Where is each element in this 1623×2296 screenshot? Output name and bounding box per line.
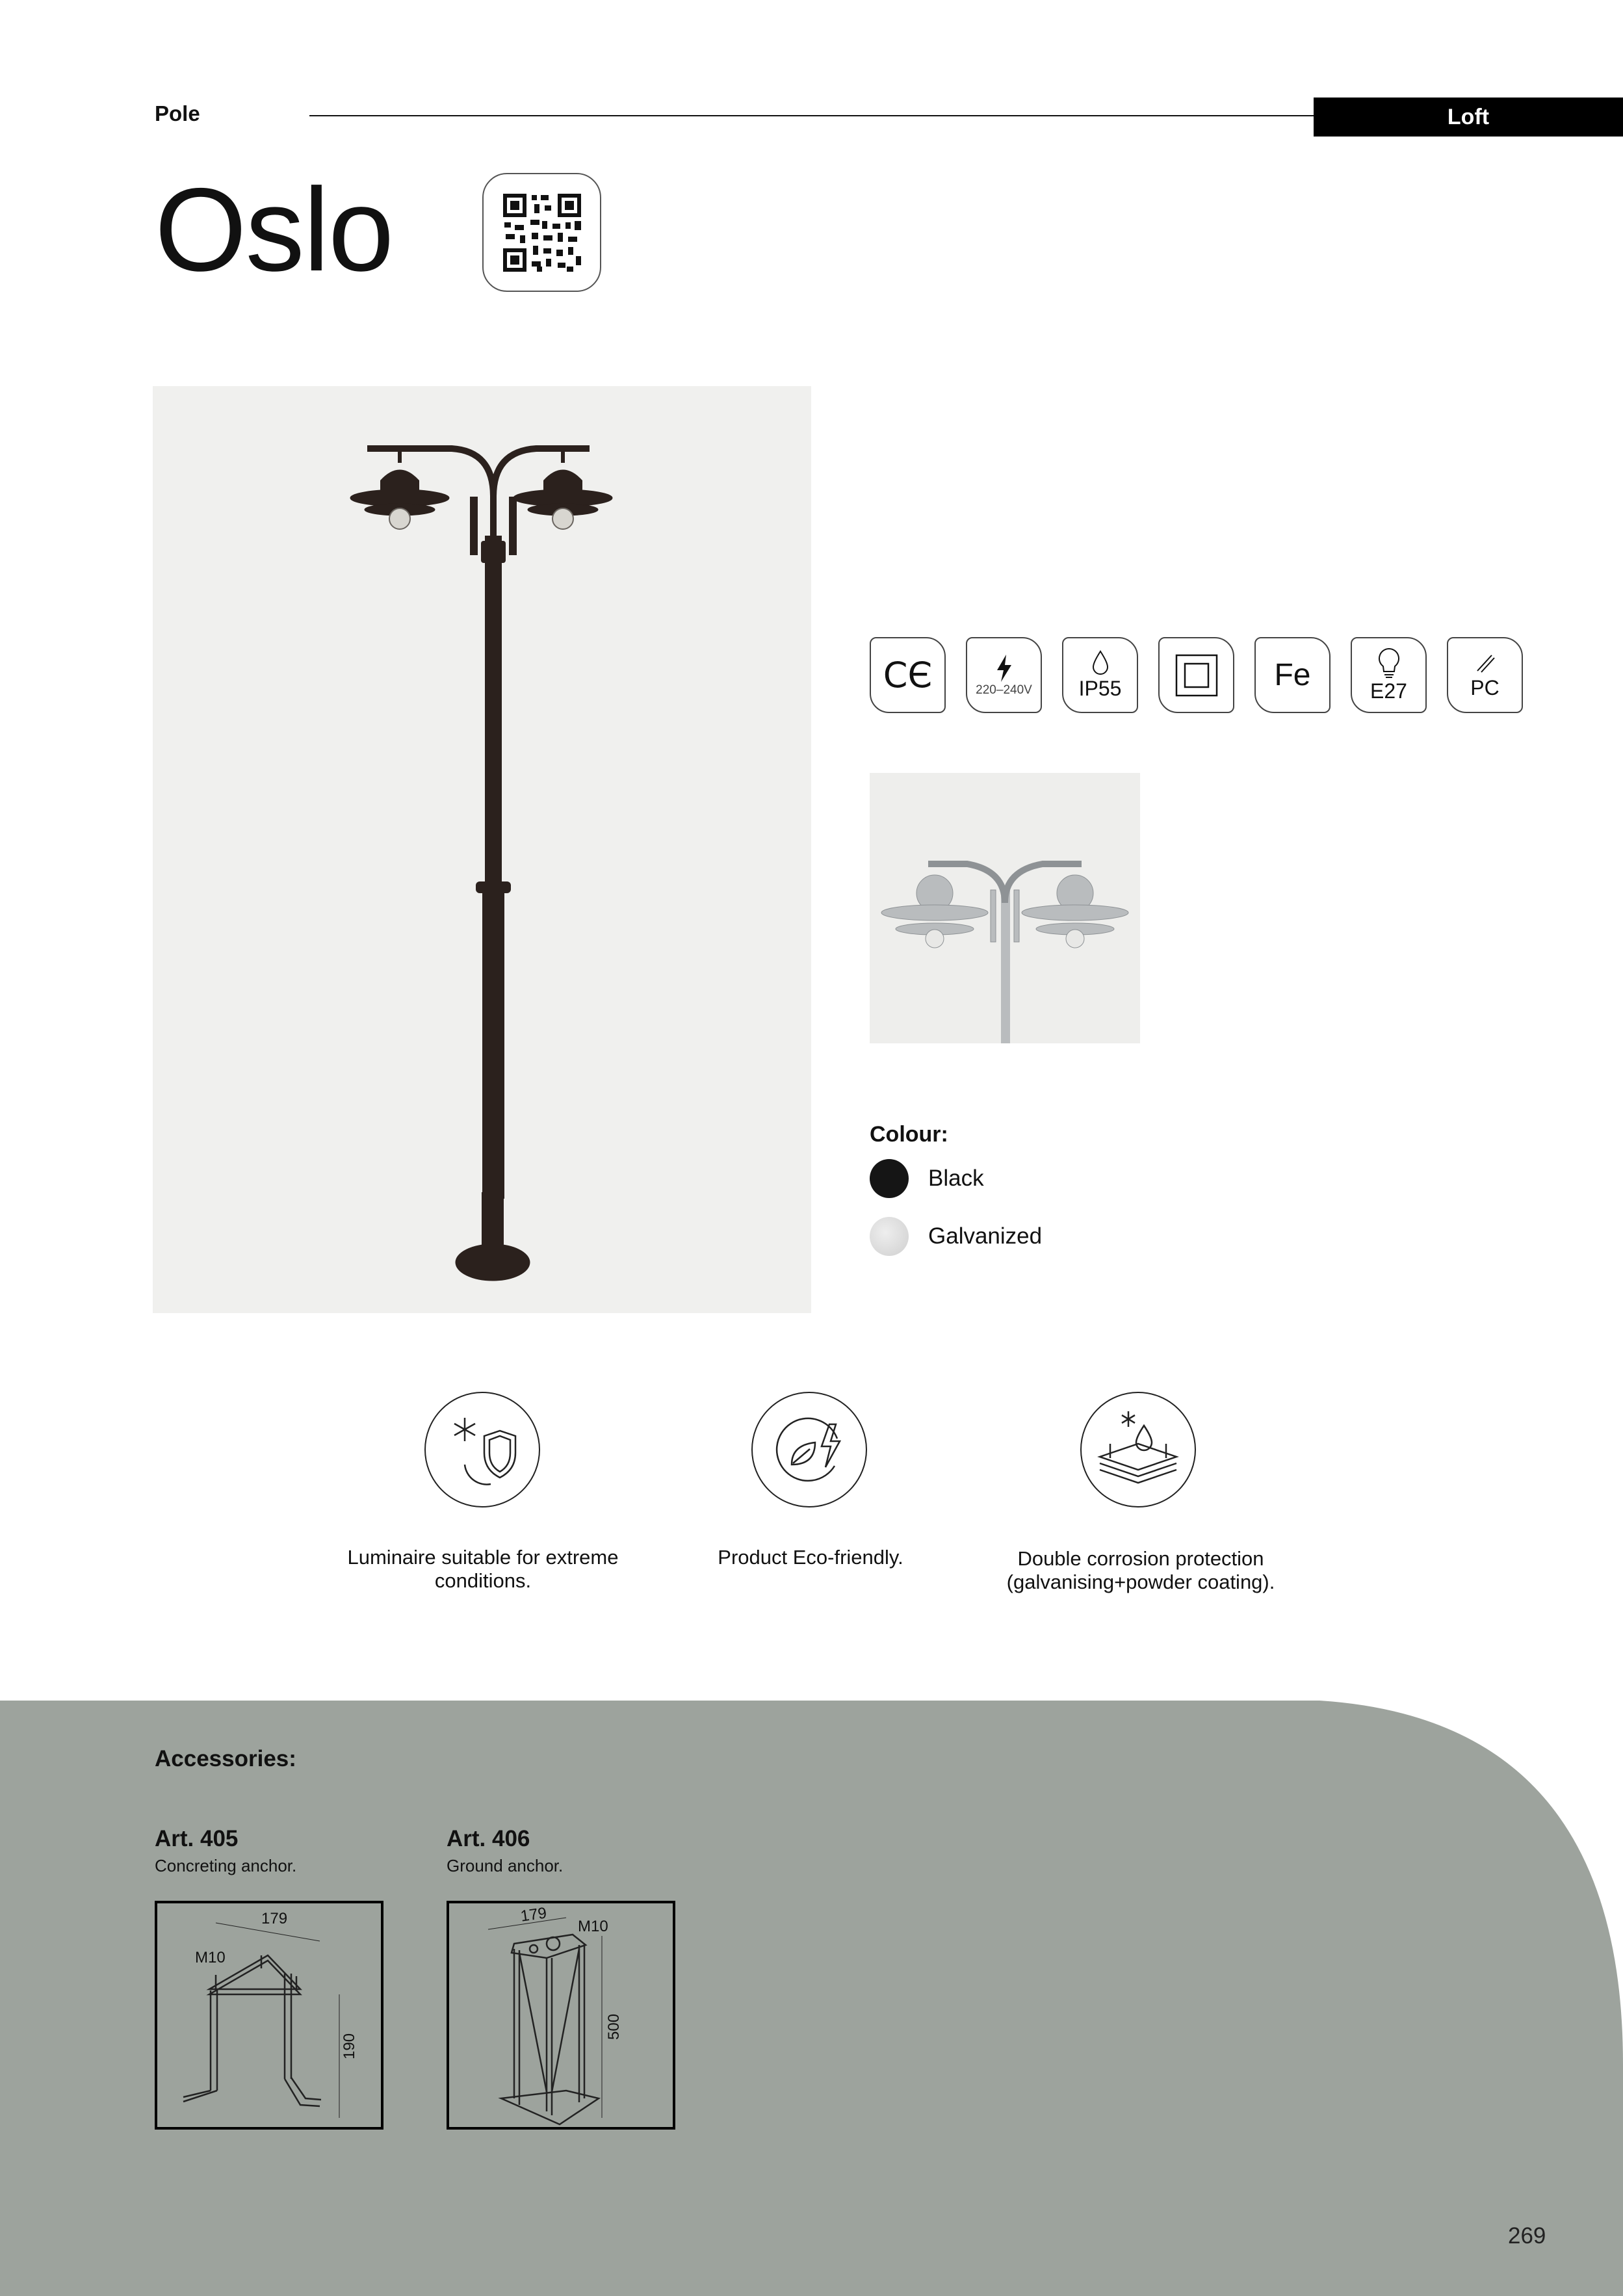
dim-bolt-405: M10 <box>195 1949 226 1966</box>
header-rule <box>309 115 1314 116</box>
ip-rating-icon <box>1062 637 1138 713</box>
lamp-post-illustration <box>350 449 612 1281</box>
accessory-406-desc: Ground anchor. <box>447 1856 564 1875</box>
product-title: Oslo <box>155 163 393 296</box>
swatch-galvanized[interactable] <box>870 1217 909 1256</box>
voltage-icon <box>966 637 1042 713</box>
ip-rating-label: IP55 <box>1078 677 1122 700</box>
corrosion-protection-icon <box>1080 1392 1196 1507</box>
eco-friendly-icon <box>751 1392 867 1507</box>
accessory-405-drawing[interactable] <box>155 1901 383 2130</box>
dim-width-405: 179 <box>261 1910 288 1927</box>
feature-text-eco: Product Eco-friendly. <box>718 1546 903 1569</box>
ce-mark-icon: CЄ <box>870 637 946 713</box>
accessory-406-drawing[interactable] <box>447 1901 675 2130</box>
feature-text-corrosion: Double corrosion protection (galvanising+powder coating). <box>1006 1547 1275 1593</box>
colour-heading: Colour: <box>870 1122 948 1147</box>
accessory-405-code: Art. 405 <box>155 1826 239 1851</box>
product-photo <box>153 386 811 1313</box>
accessory-406-code: Art. 406 <box>447 1826 530 1851</box>
material-label: Fe <box>1274 658 1311 692</box>
class-ii-icon <box>1158 637 1234 713</box>
voltage-label: 220–240V <box>976 683 1032 697</box>
accessories-heading: Accessories: <box>155 1746 296 1771</box>
dim-height-405: 190 <box>341 2033 358 2059</box>
bulb-label: E27 <box>1370 679 1407 703</box>
diffuser-label: PC <box>1470 676 1500 699</box>
feature-text-extreme: Luminaire suitable for extreme conditions. <box>347 1546 619 1592</box>
page-number: 269 <box>1508 2223 1546 2249</box>
dim-width-406: 179 <box>519 1904 548 1925</box>
galvanized-lamp-illustration <box>881 864 1128 1043</box>
extreme-conditions-icon <box>424 1392 540 1507</box>
variant-thumbnail[interactable] <box>870 773 1140 1043</box>
bulb-icon <box>1351 637 1427 713</box>
diffuser-icon <box>1447 637 1523 713</box>
category-label: Pole <box>155 101 200 125</box>
swatch-black[interactable] <box>870 1159 909 1198</box>
collection-tag: Loft <box>1314 98 1623 137</box>
colour-name-galvanized: Galvanized <box>928 1223 1043 1249</box>
qr-code[interactable] <box>482 173 601 292</box>
dim-height-406: 500 <box>605 2013 623 2040</box>
accessory-405-desc: Concreting anchor. <box>155 1856 297 1875</box>
dim-bolt-406: M10 <box>578 1918 608 1935</box>
colour-name-black: Black <box>928 1166 984 1191</box>
material-icon <box>1254 637 1331 713</box>
